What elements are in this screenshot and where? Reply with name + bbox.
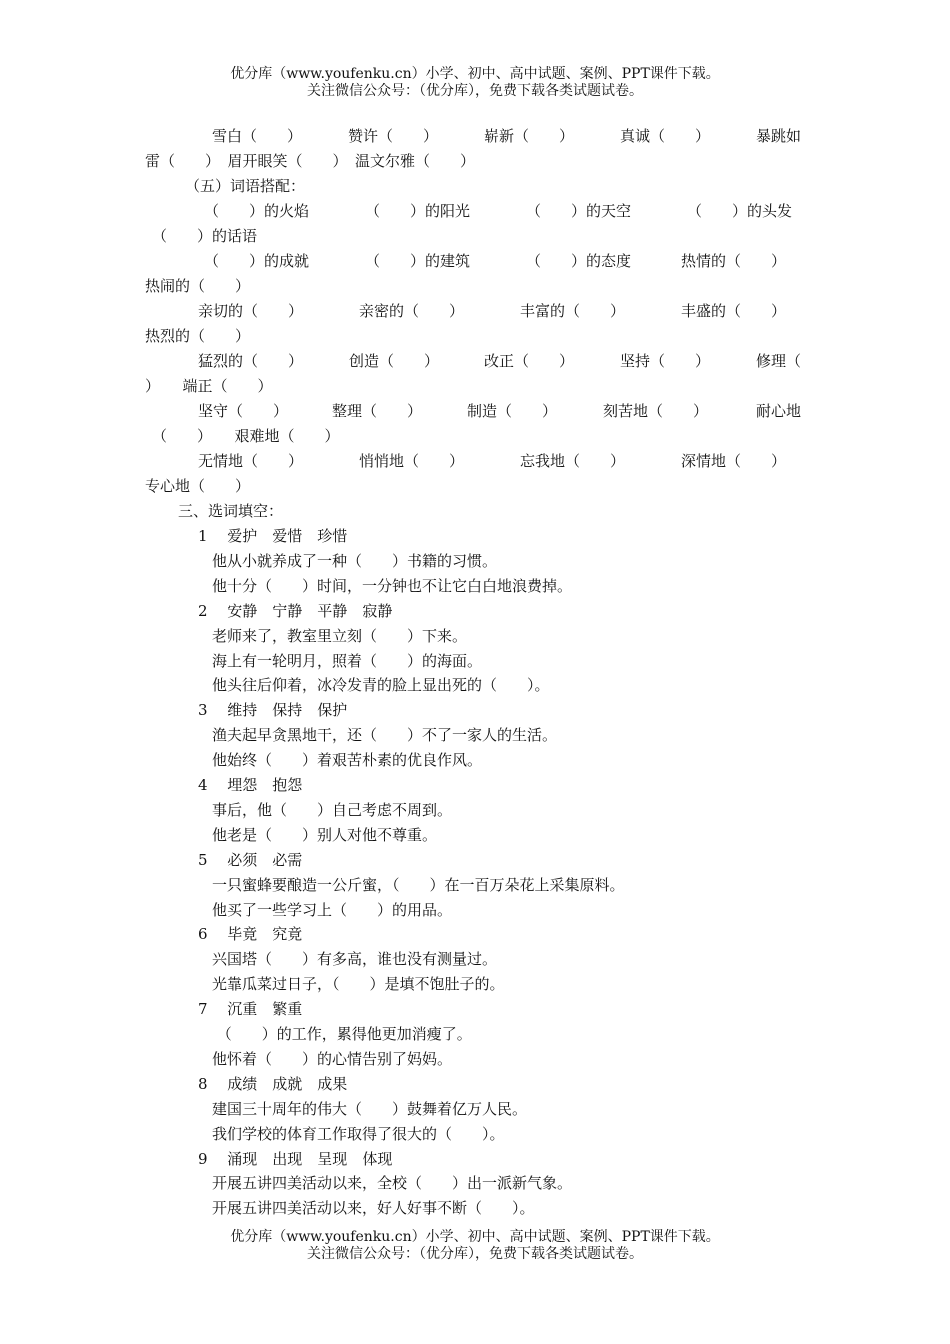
- fill-sentence: 建国三十周年的伟大（ ）鼓舞着亿万人民。: [212, 1099, 528, 1118]
- fill-sentence: 他头往后仰着，冰冷发青的脸上显出死的（ ）。: [212, 676, 550, 695]
- section-title-5: （五）词语搭配：: [185, 177, 306, 195]
- match-item: （ ）的成就: [204, 252, 310, 270]
- match-item: 修理（: [756, 352, 802, 370]
- match-item: 无情地（ ）: [198, 452, 304, 470]
- word-item: 真诚（ ）: [620, 127, 711, 145]
- part5-row-1-cont: （ ）的话语: [152, 227, 258, 245]
- match-item: （ ）的建筑: [365, 252, 471, 270]
- match-item: 耐心地: [756, 402, 802, 420]
- word-item: 崭新（ ）: [484, 127, 575, 145]
- fill-sentence: 老师来了，教室里立刻（ ）下来。: [212, 626, 468, 645]
- word-item: 赞许（ ）: [348, 127, 439, 145]
- part5-row-6-cont: 专心地（ ）: [145, 477, 251, 495]
- match-item: 丰富的（ ）: [520, 302, 626, 320]
- match-item: 坚守（ ）: [198, 402, 289, 420]
- fill-sentence: （ ）的工作，累得他更加消瘦了。: [212, 1025, 472, 1043]
- group-head: 8 成绩 成就 成果: [198, 1074, 348, 1093]
- fill-sentence: 兴国塔（ ）有多高，谁也没有测量过。: [212, 950, 498, 969]
- part5-row-2: [0, 251, 950, 271]
- fill-sentence: 海上有一轮明月，照着（ ）的海面。: [212, 651, 483, 670]
- page-header: [0, 66, 950, 100]
- fill-sentence: 开展五讲四美活动以来，全校（ ）出一派新气象。: [212, 1174, 573, 1193]
- fill-sentence: 一只蜜蜂要酿造一公斤蜜，（ ）在一百万朵花上采集原料。: [212, 875, 625, 894]
- part4-row-1: [0, 126, 950, 146]
- part4-row-1-cont: 雷（ ） 眉开眼笑（ ） 温文尔雅（ ）: [145, 152, 476, 170]
- fill-sentence: 开展五讲四美活动以来，好人好事不断（ ）。: [212, 1199, 535, 1218]
- match-item: 亲切的（ ）: [198, 302, 304, 320]
- group-head: 1 爱护 爱惜 珍惜: [198, 527, 348, 545]
- match-item: （ ）的火焰: [204, 202, 310, 220]
- part5-row-6: [0, 451, 950, 471]
- fill-sentence: 他买了一些学习上（ ）的用品。: [212, 900, 453, 919]
- match-item: 制造（ ）: [467, 402, 558, 420]
- match-item: 深情地（ ）: [681, 452, 787, 470]
- fill-sentence: 渔夫起早贪黑地干，还（ ）不了一家人的生活。: [212, 726, 558, 745]
- fill-sentence: 他怀着（ ）的心情告别了妈妈。: [212, 1049, 453, 1068]
- part5-row-3-cont: 热烈的（ ）: [145, 327, 251, 345]
- part5-row-4: [0, 351, 950, 371]
- fill-sentence: 他从小就养成了一种（ ）书籍的习惯。: [212, 551, 498, 570]
- footer-line-1: 优分库（www.youfenku.cn）小学、初中、高中试题、案例、PPT课件下载。: [230, 1229, 720, 1245]
- fill-sentence: 他始终（ ）着艰苦朴素的优良作风。: [212, 751, 483, 770]
- match-item: 热情的（ ）: [681, 252, 787, 270]
- match-item: 忘我地（ ）: [520, 452, 626, 470]
- word-item: 暴跳如: [756, 127, 802, 145]
- group-head: 9 涌现 出现 呈现 体现: [198, 1149, 393, 1168]
- match-item: （ ）的头发: [687, 202, 793, 220]
- fill-sentence: 事后，他（ ）自己考虑不周到。: [212, 800, 453, 819]
- match-item: 改正（ ）: [484, 352, 575, 370]
- match-item: 创造（ ）: [349, 352, 440, 370]
- group-head: 6 毕竟 究竟: [198, 925, 303, 944]
- fill-sentence: 我们学校的体育工作取得了很大的（ ）。: [212, 1124, 505, 1143]
- fill-sentence: 他十分（ ）时间，一分钟也不让它白白地浪费掉。: [212, 576, 573, 595]
- part5-row-5-cont: （ ） 艰难地（ ）: [152, 427, 340, 445]
- word-item: 雪白（ ）: [212, 127, 303, 145]
- group-head: 7 沉重 繁重: [198, 1000, 303, 1019]
- match-item: 整理（ ）: [332, 402, 423, 420]
- part5-row-5: [0, 401, 950, 421]
- group-head: 3 维持 保持 保护: [198, 701, 348, 720]
- group-head: 5 必须 必需: [198, 850, 303, 869]
- part5-row-3: [0, 301, 950, 321]
- match-item: 丰盛的（ ）: [681, 302, 787, 320]
- fill-sentence: 光靠瓜菜过日子，（ ）是填不饱肚子的。: [212, 975, 505, 994]
- group-head: 2 安静 宁静 平静 寂静: [198, 601, 393, 620]
- header-line-2: 关注微信公众号：（优分库），免费下载各类试题试卷。: [307, 83, 643, 99]
- fill-sentence: 他老是（ ）别人对他不尊重。: [212, 825, 438, 844]
- section-title-3: 三、选词填空：: [178, 502, 284, 520]
- part5-row-4-cont: ） 端正（ ）: [145, 377, 273, 395]
- part5-row-1: [0, 201, 950, 221]
- match-item: 猛烈的（ ）: [198, 352, 304, 370]
- match-item: 刻苦地（ ）: [603, 402, 709, 420]
- group-head: 4 埋怨 抱怨: [198, 776, 303, 794]
- part5-row-2-cont: 热闹的（ ）: [145, 277, 251, 295]
- match-item: （ ）的态度: [526, 252, 632, 270]
- match-item: （ ）的阳光: [365, 202, 471, 220]
- match-item: 亲密的（ ）: [359, 302, 465, 320]
- footer-line-2: 关注微信公众号：（优分库），免费下载各类试题试卷。: [307, 1246, 643, 1262]
- header-line-1: 优分库（www.youfenku.cn）小学、初中、高中试题、案例、PPT课件下载。: [230, 66, 720, 82]
- match-item: 坚持（ ）: [620, 352, 711, 370]
- match-item: 悄悄地（ ）: [359, 452, 465, 470]
- match-item: （ ）的天空: [526, 202, 632, 220]
- page-footer: [0, 1229, 950, 1263]
